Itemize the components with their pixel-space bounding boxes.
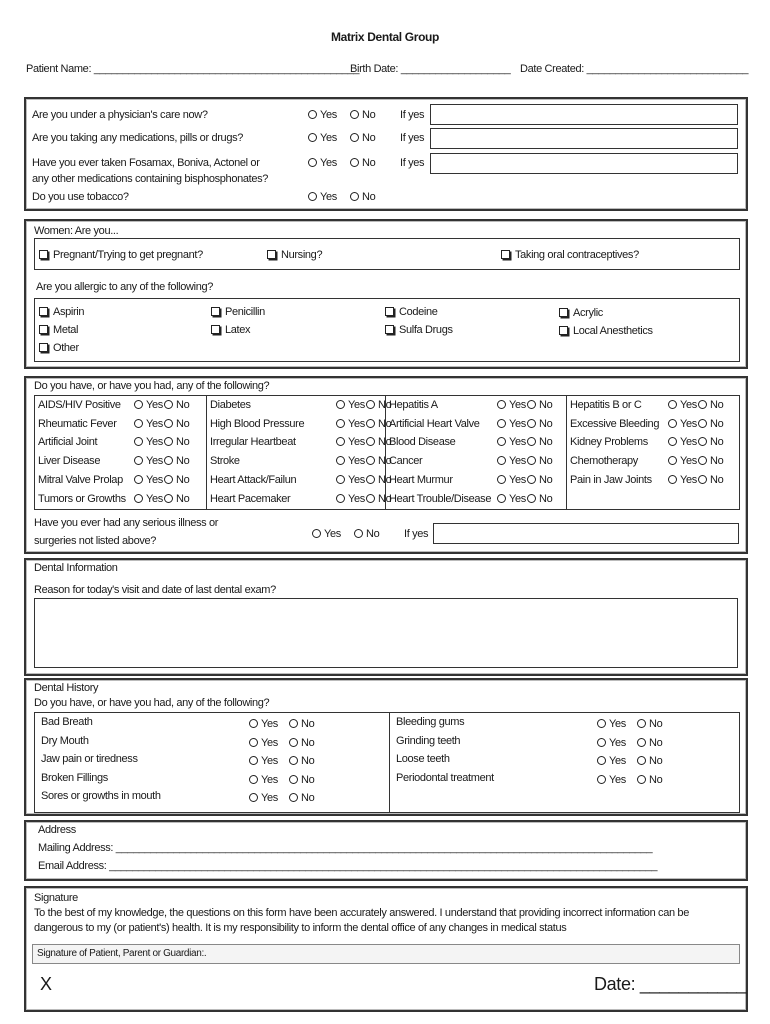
radio-circle-icon: [497, 400, 506, 409]
condition-label: Cancer: [389, 455, 423, 468]
condition-label: Mitral Valve Prolap: [38, 473, 123, 486]
radio-circle-icon: [698, 456, 707, 465]
condition-label: Heart Murmur: [389, 473, 453, 486]
yes-radio[interactable]: Yes: [308, 109, 345, 121]
yes-no-radio-group: [308, 157, 376, 169]
yes-radio[interactable]: Yes: [668, 455, 705, 467]
condition-label: Stroke: [210, 455, 240, 468]
conditions-section: [24, 376, 748, 554]
radio-circle-icon: [597, 775, 606, 784]
yes-radio[interactable]: Yes: [312, 528, 349, 540]
yes-radio[interactable]: Yes: [497, 455, 534, 467]
checkbox-latex[interactable]: Latex: [211, 324, 250, 336]
mailing-address-field[interactable]: Mailing Address: _____________________________________________________________________________________________: [38, 842, 653, 854]
radio-circle-icon: [164, 437, 173, 446]
yes-radio[interactable]: Yes: [336, 399, 373, 411]
no-radio[interactable]: No: [164, 399, 189, 411]
dental-history-item: Sores or growths in mouth: [41, 790, 161, 802]
yes-radio[interactable]: Yes: [249, 755, 286, 767]
no-radio[interactable]: No: [289, 792, 314, 804]
radio-circle-icon: [134, 419, 143, 428]
no-radio[interactable]: No: [366, 455, 391, 467]
radio-circle-icon: [312, 529, 321, 538]
no-radio[interactable]: No: [350, 132, 375, 144]
yes-no-radio-group: [668, 399, 724, 411]
radio-circle-icon: [289, 756, 298, 765]
radio-circle-icon: [366, 400, 375, 409]
dental-history-item: Grinding teeth: [396, 734, 461, 747]
radio-circle-icon: [668, 400, 677, 409]
condition-label: Excessive Bleeding: [570, 417, 660, 430]
yes-no-radio-group: [336, 417, 392, 430]
radio-circle-icon: [164, 475, 173, 484]
physician-details-input[interactable]: [430, 104, 738, 125]
yes-radio[interactable]: Yes: [668, 474, 705, 486]
yes-no-radio-group: [497, 436, 553, 449]
yes-no-radio-group: [336, 436, 392, 449]
yes-no-radio-group: [249, 792, 315, 804]
question-bisphosphonates-line2: any other medications containing bisphosphonates?: [32, 173, 269, 185]
yes-no-radio-group: [134, 473, 190, 486]
yes-no-radio-group: [497, 399, 553, 411]
if-yes-label: If yes: [404, 528, 429, 540]
no-radio[interactable]: No: [637, 755, 662, 767]
radio-circle-icon: [668, 419, 677, 428]
dental-history-item: Bad Breath: [41, 716, 93, 728]
condition-label: Hepatitis A: [389, 399, 438, 411]
allergies-options-box: [34, 298, 740, 362]
no-radio[interactable]: No: [527, 399, 552, 411]
radio-circle-icon: [336, 456, 345, 465]
yes-no-radio-group: [668, 417, 724, 430]
radio-circle-icon: [249, 756, 258, 765]
condition-label: Rheumatic Fever: [38, 417, 117, 430]
radio-circle-icon: [350, 192, 359, 201]
no-radio[interactable]: No: [350, 157, 375, 169]
no-radio[interactable]: No: [527, 493, 552, 505]
yes-no-radio-group: [497, 417, 553, 430]
signature-field[interactable]: [32, 944, 740, 964]
no-radio[interactable]: No: [637, 718, 662, 730]
radio-circle-icon: [249, 793, 258, 802]
radio-circle-icon: [289, 719, 298, 728]
radio-circle-icon: [497, 419, 506, 428]
checkbox-sulfa-drugs[interactable]: Sulfa Drugs: [385, 324, 453, 336]
radio-circle-icon: [366, 475, 375, 484]
radio-circle-icon: [164, 419, 173, 428]
visit-reason-textarea[interactable]: [34, 598, 738, 668]
signature-label: Signature: [34, 892, 78, 904]
signature-date-field[interactable]: Date: ___________: [594, 974, 747, 994]
condition-label: AIDS/HIV Positive: [38, 399, 121, 411]
yes-no-radio-group: [308, 109, 376, 121]
no-radio[interactable]: No: [366, 399, 391, 411]
yes-no-radio-group: [249, 736, 315, 749]
women-allergies-section: [24, 219, 748, 369]
yes-no-radio-group: [249, 718, 315, 730]
condition-label: Heart Trouble/Disease: [389, 492, 492, 505]
radio-circle-icon: [527, 494, 536, 503]
patient-name-field[interactable]: Patient Name: ______________________________________________: [26, 63, 360, 75]
radio-circle-icon: [249, 775, 258, 784]
yes-no-radio-group: [308, 132, 376, 144]
dental-history-item: Broken Fillings: [41, 771, 108, 784]
allergies-label: Are you allergic to any of the following?: [36, 281, 214, 293]
condition-label: Kidney Problems: [570, 436, 648, 449]
condition-label: Diabetes: [210, 399, 251, 411]
checkbox-oral-contraceptives[interactable]: Taking oral contraceptives?: [501, 249, 639, 261]
radio-circle-icon: [698, 400, 707, 409]
no-radio[interactable]: No: [698, 474, 723, 486]
radio-circle-icon: [289, 793, 298, 802]
condition-label: Liver Disease: [38, 455, 101, 468]
yes-no-radio-group: [597, 773, 663, 786]
radio-circle-icon: [698, 475, 707, 484]
no-radio[interactable]: No: [698, 418, 723, 430]
radio-circle-icon: [668, 437, 677, 446]
checkbox-other[interactable]: Other: [39, 342, 79, 354]
radio-circle-icon: [336, 437, 345, 446]
form-title: Matrix Dental Group: [330, 30, 440, 44]
no-radio[interactable]: No: [366, 436, 391, 448]
radio-circle-icon: [134, 494, 143, 503]
yes-radio[interactable]: Yes: [597, 718, 634, 730]
yes-no-radio-group: [597, 718, 663, 730]
radio-circle-icon: [164, 400, 173, 409]
radio-circle-icon: [350, 133, 359, 142]
dental-history-item: Periodontal treatment: [396, 771, 494, 784]
yes-radio[interactable]: Yes: [668, 418, 705, 430]
no-radio[interactable]: No: [289, 755, 314, 767]
radio-circle-icon: [308, 158, 317, 167]
no-radio[interactable]: No: [637, 774, 662, 786]
serious-illness-details-input[interactable]: [433, 523, 739, 544]
yes-no-radio-group: [312, 528, 380, 540]
signature-statement-line2: dangerous to my (or patient's) health. It is my responsibility to inform the dental office of any changes in medical status: [34, 922, 567, 934]
conditions-label: Do you have, or have you had, any of the following?: [34, 380, 270, 392]
checkbox-pregnant[interactable]: Pregnant/Trying to get pregnant?: [39, 249, 203, 261]
radio-circle-icon: [527, 400, 536, 409]
radio-circle-icon: [350, 158, 359, 167]
signature-x-mark: X: [40, 974, 52, 994]
no-radio[interactable]: No: [164, 418, 189, 430]
yes-radio[interactable]: Yes: [497, 436, 534, 448]
radio-circle-icon: [597, 738, 606, 747]
radio-circle-icon: [134, 400, 143, 409]
yes-no-radio-group: [597, 755, 663, 767]
radio-circle-icon: [668, 475, 677, 484]
radio-circle-icon: [249, 719, 258, 728]
no-radio[interactable]: No: [637, 737, 662, 749]
yes-radio[interactable]: Yes: [134, 436, 171, 448]
yes-radio[interactable]: Yes: [308, 132, 345, 144]
yes-no-radio-group: [497, 473, 553, 486]
medications-details-input[interactable]: [430, 128, 738, 149]
yes-no-radio-group: [134, 417, 190, 430]
no-radio[interactable]: No: [366, 474, 391, 486]
yes-radio[interactable]: Yes: [134, 493, 171, 505]
radio-circle-icon: [597, 756, 606, 765]
radio-circle-icon: [527, 419, 536, 428]
dental-information-section: [24, 558, 748, 676]
radio-circle-icon: [637, 775, 646, 784]
question-tobacco: Do you use tobacco?: [32, 191, 129, 203]
radio-circle-icon: [308, 133, 317, 142]
yes-radio[interactable]: Yes: [336, 493, 373, 505]
no-radio[interactable]: No: [164, 474, 189, 486]
radio-circle-icon: [366, 494, 375, 503]
yes-no-radio-group: [497, 492, 553, 505]
yes-no-radio-group: [249, 773, 315, 786]
women-label: Women: Are you...: [34, 225, 119, 237]
yes-no-radio-group: [597, 736, 663, 749]
condition-label: Blood Disease: [389, 436, 456, 449]
radio-circle-icon: [637, 756, 646, 765]
radio-circle-icon: [637, 738, 646, 747]
yes-radio[interactable]: Yes: [134, 455, 171, 467]
serious-illness-question-line2: surgeries not listed above?: [34, 535, 157, 547]
condition-label: Heart Attack/Failun: [210, 473, 297, 486]
yes-no-radio-group: [134, 455, 190, 468]
no-radio[interactable]: No: [164, 493, 189, 505]
radio-circle-icon: [698, 437, 707, 446]
no-radio[interactable]: No: [527, 455, 552, 467]
no-radio[interactable]: No: [527, 474, 552, 486]
conditions-table: [34, 395, 740, 510]
yes-radio[interactable]: Yes: [336, 474, 373, 486]
radio-circle-icon: [289, 775, 298, 784]
radio-circle-icon: [668, 456, 677, 465]
yes-no-radio-group: [668, 436, 724, 449]
radio-circle-icon: [336, 475, 345, 484]
no-radio[interactable]: No: [164, 455, 189, 467]
yes-radio[interactable]: Yes: [249, 774, 286, 786]
checkbox-acrylic[interactable]: Acrylic: [559, 307, 603, 319]
yes-radio[interactable]: Yes: [668, 399, 705, 411]
radio-circle-icon: [497, 475, 506, 484]
yes-radio[interactable]: Yes: [597, 755, 634, 767]
question-physician-care: Are you under a physician's care now?: [32, 109, 208, 121]
radio-circle-icon: [354, 529, 363, 538]
yes-radio[interactable]: Yes: [134, 418, 171, 430]
yes-no-radio-group: [336, 492, 392, 505]
radio-circle-icon: [308, 110, 317, 119]
yes-radio[interactable]: Yes: [336, 436, 373, 448]
email-address-field[interactable]: Email Address: _______________________________________________________________________________________________: [38, 860, 658, 872]
checkbox-aspirin[interactable]: Aspirin: [39, 306, 84, 318]
no-radio[interactable]: No: [527, 418, 552, 430]
checkbox-codeine[interactable]: Codeine: [385, 306, 438, 318]
bisphosphonates-details-input[interactable]: [430, 153, 738, 174]
radio-circle-icon: [497, 437, 506, 446]
no-radio[interactable]: No: [350, 109, 375, 121]
address-section: [24, 820, 748, 881]
serious-illness-question: Have you ever had any serious illness or: [34, 517, 219, 529]
question-medications: Are you taking any medications, pills or drugs?: [32, 132, 244, 144]
radio-circle-icon: [289, 738, 298, 747]
no-radio[interactable]: No: [527, 436, 552, 448]
radio-circle-icon: [527, 456, 536, 465]
yes-radio[interactable]: Yes: [249, 737, 286, 749]
if-yes-label: If yes: [400, 157, 425, 169]
yes-radio[interactable]: Yes: [308, 191, 345, 203]
yes-radio[interactable]: Yes: [597, 774, 634, 786]
checkbox-local-anesthetics[interactable]: Local Anesthetics: [559, 325, 653, 337]
condition-label: Chemotherapy: [570, 455, 638, 468]
yes-radio[interactable]: Yes: [497, 399, 534, 411]
radio-circle-icon: [527, 437, 536, 446]
radio-circle-icon: [308, 192, 317, 201]
radio-circle-icon: [164, 494, 173, 503]
no-radio[interactable]: No: [698, 436, 723, 448]
dental-history-section: [24, 678, 748, 816]
yes-no-radio-group: [668, 455, 724, 468]
checkbox-penicillin[interactable]: Penicillin: [211, 306, 265, 318]
no-radio[interactable]: No: [164, 436, 189, 448]
radio-circle-icon: [336, 419, 345, 428]
no-radio[interactable]: No: [289, 718, 314, 730]
no-radio[interactable]: No: [366, 493, 391, 505]
yes-no-radio-group: [134, 492, 190, 505]
yes-radio[interactable]: Yes: [336, 455, 373, 467]
radio-circle-icon: [164, 456, 173, 465]
no-radio[interactable]: No: [366, 418, 391, 430]
address-label: Address: [38, 824, 76, 836]
yes-radio[interactable]: Yes: [597, 737, 634, 749]
radio-circle-icon: [336, 494, 345, 503]
yes-radio[interactable]: Yes: [497, 493, 534, 505]
radio-circle-icon: [637, 719, 646, 728]
yes-radio[interactable]: Yes: [336, 418, 373, 430]
condition-label: Artificial Joint: [38, 436, 98, 449]
radio-circle-icon: [134, 437, 143, 446]
condition-label: Irregular Heartbeat: [210, 436, 296, 449]
condition-label: Pain in Jaw Joints: [570, 473, 652, 486]
visit-reason-question: Reason for today's visit and date of last dental exam?: [34, 584, 276, 596]
radio-circle-icon: [366, 456, 375, 465]
radio-circle-icon: [497, 456, 506, 465]
dental-history-item: Dry Mouth: [41, 734, 89, 747]
yes-radio[interactable]: Yes: [134, 474, 171, 486]
dental-info-label: Dental Information: [34, 562, 118, 574]
radio-circle-icon: [366, 437, 375, 446]
radio-circle-icon: [350, 110, 359, 119]
no-radio[interactable]: No: [698, 399, 723, 411]
signature-section: [24, 886, 748, 1012]
if-yes-label: If yes: [400, 109, 425, 121]
yes-radio[interactable]: Yes: [134, 399, 171, 411]
yes-no-radio-group: [134, 436, 190, 449]
radio-circle-icon: [134, 456, 143, 465]
yes-no-radio-group: [336, 455, 392, 468]
radio-circle-icon: [134, 475, 143, 484]
yes-no-radio-group: [497, 455, 553, 468]
dental-history-label: Dental History: [34, 682, 99, 694]
women-options-box: [34, 238, 740, 270]
condition-label: Heart Pacemaker: [210, 492, 291, 505]
no-radio[interactable]: No: [289, 774, 314, 786]
yes-radio[interactable]: Yes: [497, 418, 534, 430]
no-radio[interactable]: No: [289, 737, 314, 749]
dental-history-table: [34, 712, 740, 813]
no-radio[interactable]: No: [354, 528, 379, 540]
yes-no-radio-group: [308, 191, 376, 203]
dental-history-item: Loose teeth: [396, 753, 450, 765]
yes-radio[interactable]: Yes: [249, 718, 286, 730]
yes-radio[interactable]: Yes: [497, 474, 534, 486]
if-yes-label: If yes: [400, 132, 425, 144]
yes-no-radio-group: [249, 755, 315, 767]
radio-circle-icon: [527, 475, 536, 484]
yes-no-radio-group: [336, 399, 392, 411]
radio-circle-icon: [698, 419, 707, 428]
condition-label: Tumors or Growths: [38, 492, 126, 505]
yes-no-radio-group: [134, 399, 190, 411]
condition-label: Hepatitis B or C: [570, 399, 642, 411]
signature-statement: To the best of my knowledge, the questions on this form have been accurately answered. I understand that providing incorrect information can be: [34, 907, 689, 919]
radio-circle-icon: [497, 494, 506, 503]
yes-radio[interactable]: Yes: [308, 157, 345, 169]
medical-questions-section: [24, 97, 748, 211]
checkbox-nursing[interactable]: Nursing?: [267, 249, 322, 261]
question-bisphosphonates: Have you ever taken Fosamax, Boniva, Actonel or: [32, 157, 260, 169]
yes-no-radio-group: [336, 473, 392, 486]
condition-label: High Blood Pressure: [210, 417, 305, 430]
radio-circle-icon: [597, 719, 606, 728]
signature-field-label: Signature of Patient, Parent or Guardian:.: [37, 948, 207, 959]
date-created-field[interactable]: Date Created: ____________________________: [520, 63, 749, 75]
radio-circle-icon: [366, 419, 375, 428]
checkbox-metal[interactable]: Metal: [39, 324, 78, 336]
dental-history-item: Jaw pain or tiredness: [41, 753, 138, 765]
radio-circle-icon: [336, 400, 345, 409]
yes-radio[interactable]: Yes: [668, 436, 705, 448]
no-radio[interactable]: No: [698, 455, 723, 467]
dental-history-question: Do you have, or have you had, any of the following?: [34, 697, 270, 709]
radio-circle-icon: [249, 738, 258, 747]
no-radio[interactable]: No: [350, 191, 375, 203]
yes-no-radio-group: [668, 473, 724, 486]
condition-label: Artificial Heart Valve: [389, 417, 480, 430]
birth-date-field[interactable]: Birth Date: ___________________: [350, 63, 511, 75]
yes-radio[interactable]: Yes: [249, 792, 286, 804]
dental-history-item: Bleeding gums: [396, 716, 465, 728]
